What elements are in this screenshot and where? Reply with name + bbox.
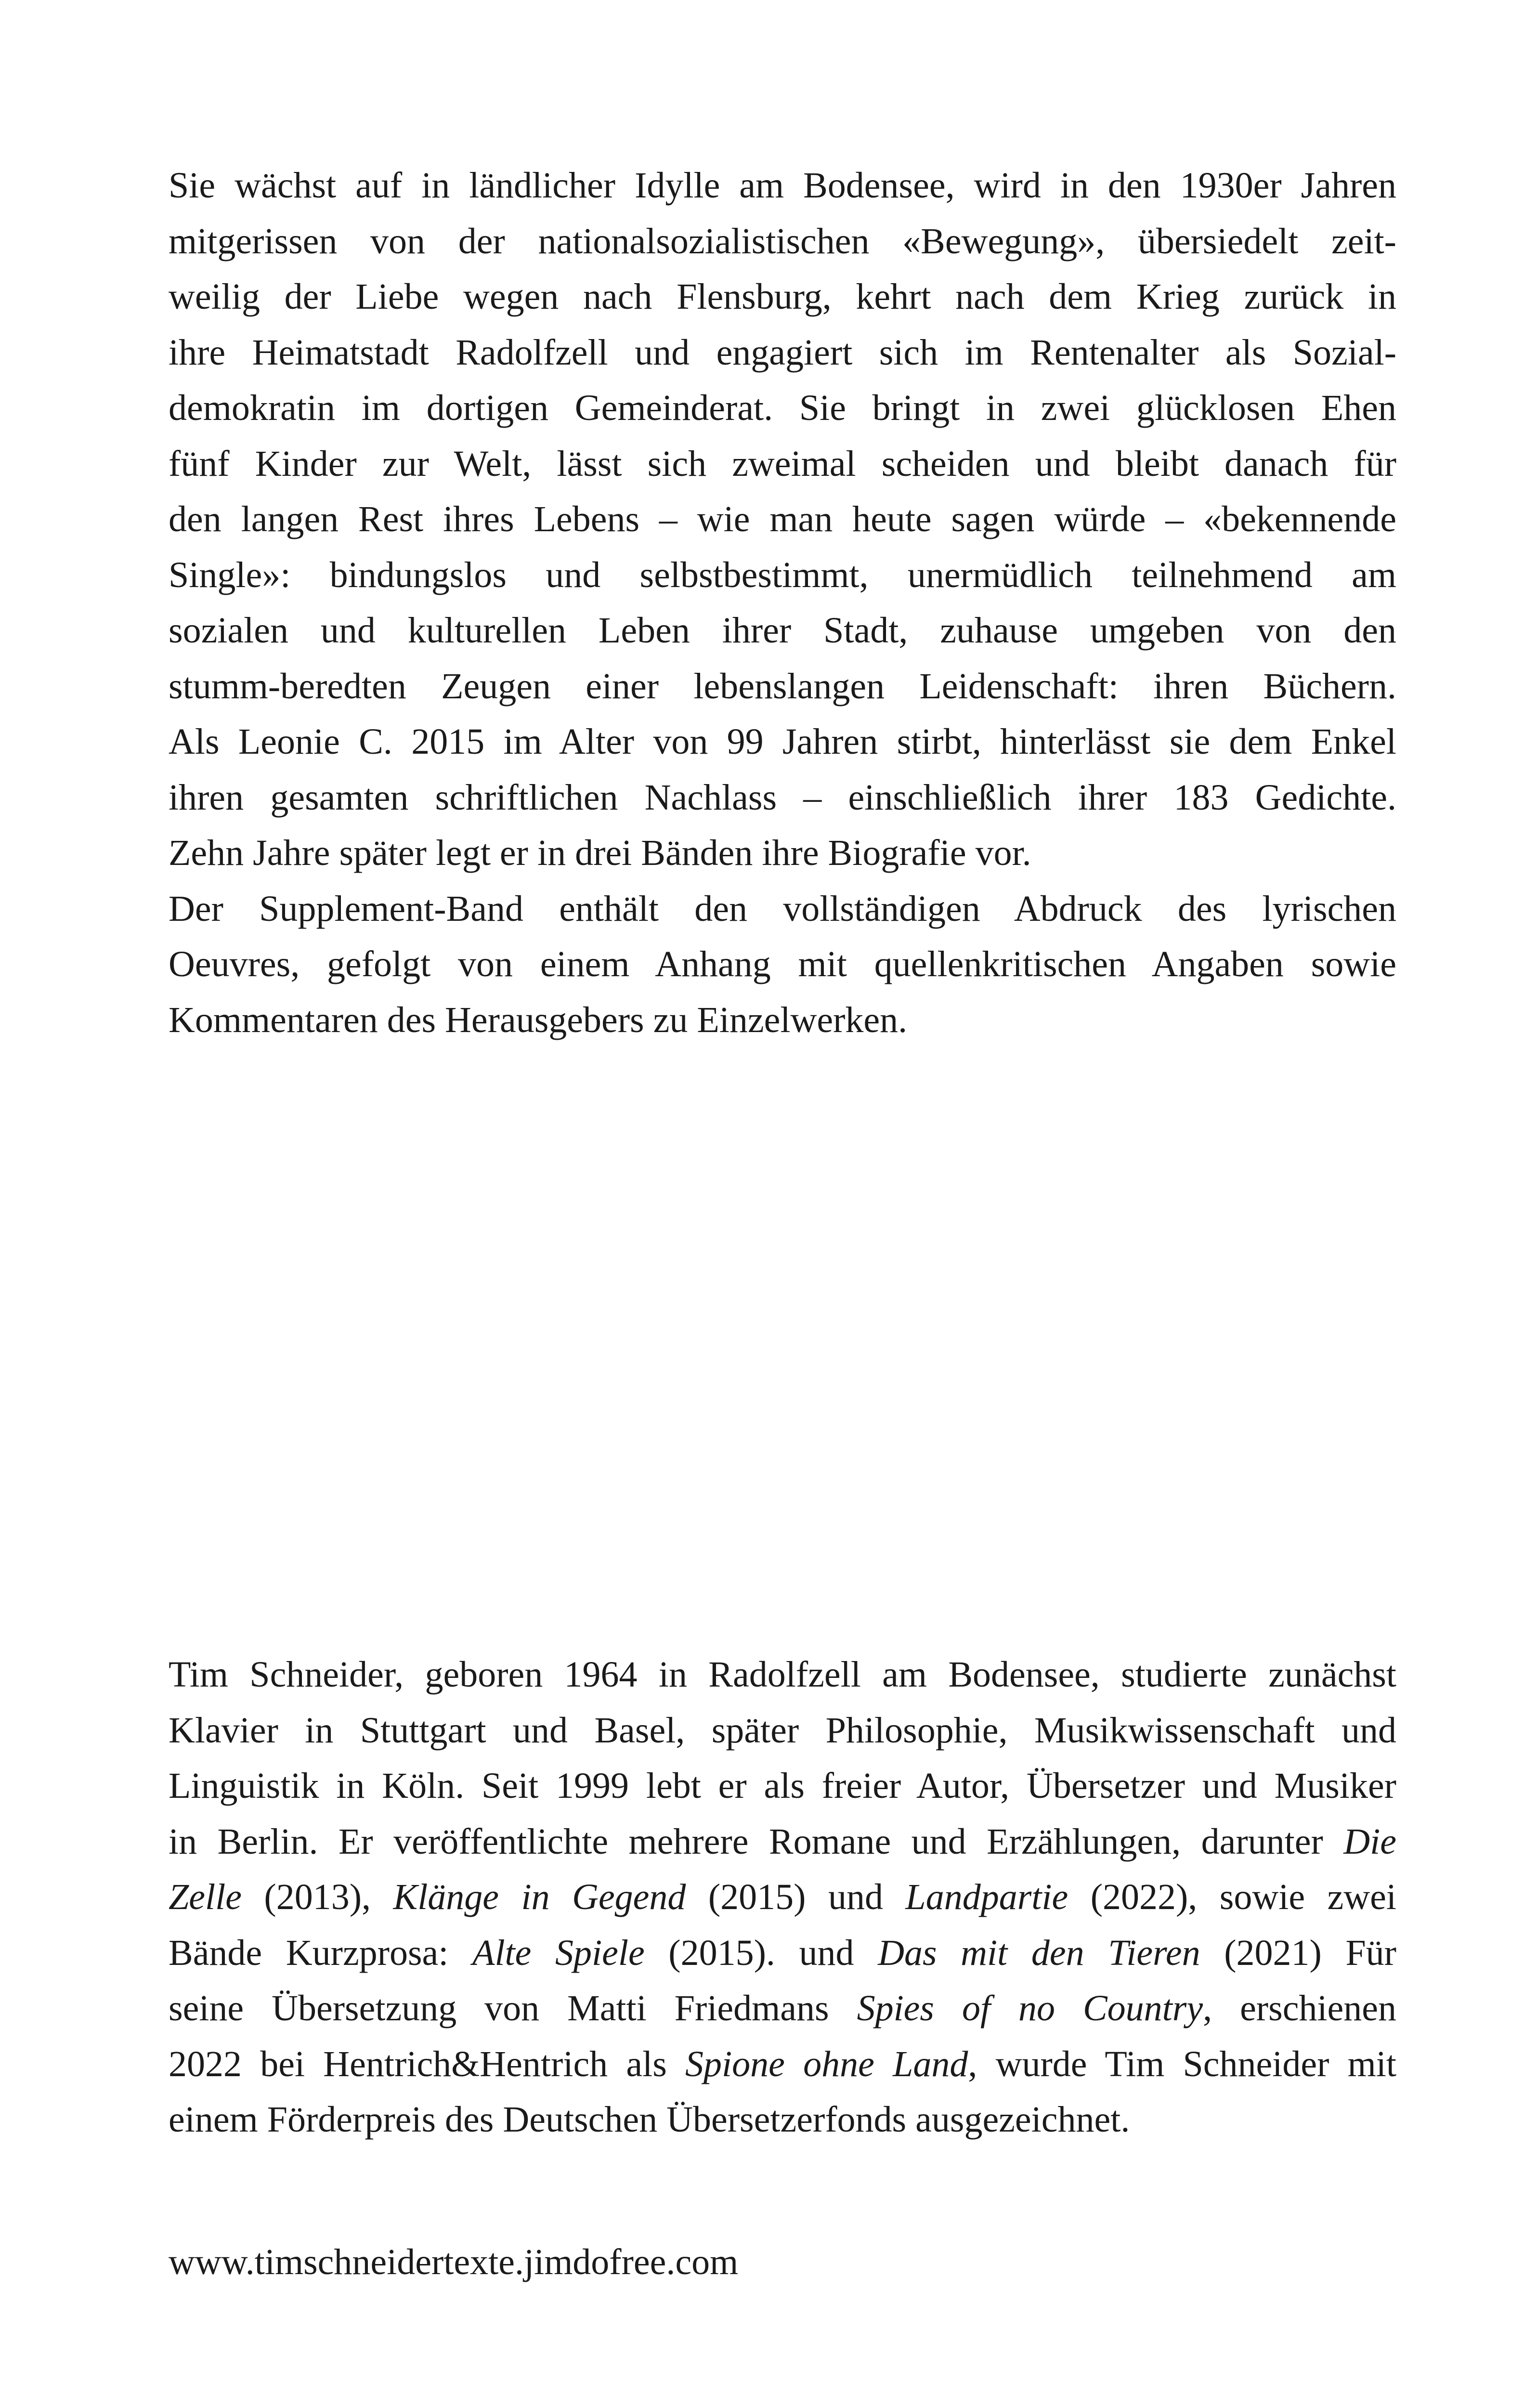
bio-text: (2015) und: [686, 1877, 906, 1917]
bio-text: Linguistik in Köln. Seit 1999 lebt er als freier Autor, Übersetzer und Musiker: [169, 1766, 1396, 1806]
synopsis-line: Sie wächst auf in ländlicher Idylle am Bodensee, wird in den 1930er Jahren: [169, 165, 1396, 206]
book-title: Spies of no Country: [857, 1988, 1203, 2028]
synopsis-line: weilig der Liebe wegen nach Flensburg, kehrt nach dem Krieg zurück in: [169, 276, 1396, 317]
bio-text: , erschienen: [1203, 1988, 1397, 2028]
synopsis-line: Oeuvres, gefolgt von einem Anhang mit quellenkritischen Angaben sowie: [169, 944, 1396, 984]
bio-text: Klavier in Stuttgart und Basel, später Philosophie, Musikwissenschaft und: [169, 1710, 1396, 1751]
book-title: Klänge in Gegend: [393, 1877, 686, 1917]
bio-line: [169, 1870, 1396, 1925]
bio-text: (2022), sowie zwei: [1068, 1877, 1396, 1917]
bio-text: Bände Kurzprosa:: [169, 1932, 473, 1973]
book-title: Die: [1343, 1821, 1396, 1862]
bio-text: 2022 bei Hentrich&Hentrich als: [169, 2043, 686, 2084]
synopsis-line: ihre Heimatstadt Radolfzell und engagiert sich im Rentenalter als Sozial-: [169, 332, 1396, 373]
synopsis-line: Als Leonie C. 2015 im Alter von 99 Jahren stirbt, hinterlässt sie dem Enkel: [169, 721, 1396, 762]
synopsis-line: fünf Kinder zur Welt, lässt sich zweimal scheiden und bleibt danach für: [169, 443, 1396, 484]
book-title: Das mit den Tieren: [878, 1932, 1200, 1973]
synopsis-line: stumm-beredten Zeugen einer lebenslangen Leidenschaft: ihren Büchern.: [169, 666, 1396, 707]
bio-line: [169, 1647, 1396, 1703]
synopsis-line: den langen Rest ihres Lebens – wie man heute sagen würde – «bekennende: [169, 499, 1396, 539]
bio-line: [169, 1981, 1396, 2037]
synopsis-paragraph: [169, 158, 1396, 1048]
book-title: Alte Spiele: [472, 1932, 645, 1973]
bio-text: (2013),: [241, 1877, 393, 1917]
author-bio: [169, 1647, 1396, 2148]
book-title: Spione ohne Land: [685, 2043, 968, 2084]
book-title: Landpartie: [905, 1877, 1068, 1917]
bio-text: in Berlin. Er veröffentlichte mehrere Romane und Erzählungen, darunter: [169, 1821, 1344, 1862]
bio-line: [169, 1758, 1396, 1814]
author-website-link[interactable]: www.timschneidertexte.jimdofree.com: [169, 2242, 739, 2282]
bio-text: , wurde Tim Schneider mit: [968, 2043, 1396, 2084]
bio-text: (2021) Für: [1200, 1932, 1396, 1973]
synopsis-line: ihren gesamten schriftlichen Nachlass – einschließlich ihrer 183 Gedichte.: [169, 777, 1396, 818]
synopsis-line: Der Supplement-Band enthält den vollständigen Abdruck des lyrischen: [169, 888, 1396, 929]
bio-line: [169, 1925, 1396, 1981]
bio-line: [169, 1814, 1396, 1870]
bio-text: einem Förderpreis des Deutschen Übersetzerfonds ausgezeichnet.: [169, 2099, 1130, 2140]
bio-line: [169, 2037, 1396, 2093]
bio-line: [169, 2092, 1396, 2148]
bio-text: (2015). und: [644, 1932, 878, 1973]
synopsis-line: Zehn Jahre später legt er in drei Bänden ihre Biografie vor.: [169, 833, 1031, 873]
synopsis-line: Single»: bindungslos und selbstbestimmt, unermüdlich teilnehmend am: [169, 554, 1396, 595]
bio-line: [169, 1703, 1396, 1759]
bio-text: Tim Schneider, geboren 1964 in Radolfzell am Bodensee, studierte zunächst: [169, 1654, 1396, 1695]
book-title: Zelle: [169, 1877, 242, 1917]
synopsis-line: sozialen und kulturellen Leben ihrer Stadt, zuhause umgeben von den: [169, 610, 1396, 651]
synopsis-line: mitgerissen von der nationalsozialistischen «Bewegung», übersiedelt zeit-: [169, 221, 1396, 262]
bio-text: seine Übersetzung von Matti Friedmans: [169, 1988, 857, 2028]
synopsis-line: Kommentaren des Herausgebers zu Einzelwerken.: [169, 999, 908, 1040]
synopsis-line: demokratin im dortigen Gemeinderat. Sie bringt in zwei glücklosen Ehen: [169, 388, 1396, 428]
